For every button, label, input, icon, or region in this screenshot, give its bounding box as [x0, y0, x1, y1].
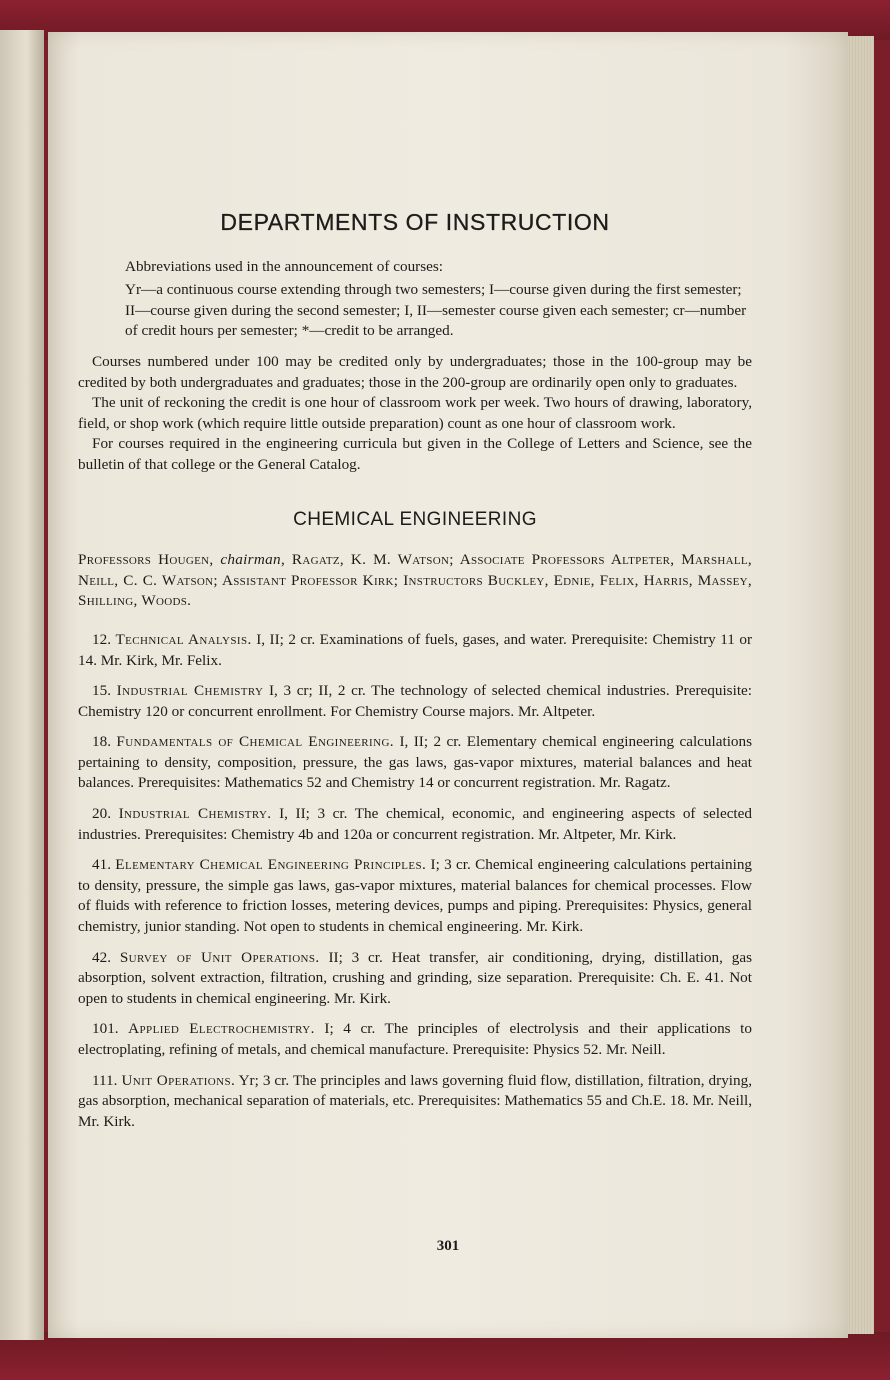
course-title: Applied Electrochemistry. [128, 1020, 315, 1038]
course-title: Unit Operations. [121, 1071, 236, 1089]
course-description: I, 3 cr; II, 2 cr. The technology of selected chemical industries. Prerequisite: Chemistry 120 or concurrent enrollment. For Chemistry Course majors. Mr. Altpeter. [78, 682, 752, 720]
course-description: II; 3 cr. Heat transfer, air conditioning, drying, distillation, gas absorption, solvent extraction, filtration, crushing and grinding, size separation. Prerequisite: Ch. E. 41. Not open to students in chemical engineering. Mr. Kirk. [78, 948, 752, 1007]
abbreviations-block [78, 257, 752, 342]
paragraph-required-courses: For courses required in the engineering curricula but given in the College of Letters and Science, see the bulletin of that college or the General Catalog. [78, 435, 752, 473]
paragraph-credit-unit: The unit of reckoning the credit is one hour of classroom work per week. Two hours of drawing, laboratory, field, or shop work (which require little outside preparation) count as one hour of classroom work. [78, 394, 752, 432]
page-stack-edge [848, 36, 874, 1334]
faculty-pre: Professors Hougen, [78, 551, 221, 569]
course-number: 15. [92, 682, 111, 700]
course-description: I, II; 2 cr. Elementary chemical engineering calculations pertaining to density, composition, pressure, the gas laws, gas-vapor mixtures, material balances and heat balances. Prerequisites: Mathematics 52 and Chemistry 14 or concurrent registration. Mr. Ragatz. [78, 733, 753, 792]
book-cover-bottom [0, 1332, 890, 1380]
course-title: Industrial Chemistry [116, 682, 264, 700]
page-content [78, 209, 753, 1142]
course-title: Industrial Chemistry. [118, 805, 272, 823]
course-number: 20. [92, 805, 111, 823]
course-entry [78, 804, 752, 845]
course-entry [78, 1071, 752, 1133]
course-entry [78, 630, 752, 671]
faculty-chair: chairman [220, 551, 281, 569]
paragraph-course-numbering: Courses numbered under 100 may be credited only by undergraduates; those in the 100-group may be credited by both undergraduates and graduates; those in the 200-group are ordinarily open only to graduates. [78, 352, 752, 391]
course-entry [78, 948, 752, 1010]
course-title: Elementary Chemical Engineering Principles. [115, 856, 427, 874]
course-entry [78, 681, 752, 722]
faculty-post: , Ragatz, K. M. Watson; Associate Professors Altpeter, Marshall, Neill, C. C. Watson; Assistant Professor Kirk; Instructors Buckley, Ednie, Felix, Harris, Massey, Shilling, Woods. [78, 551, 752, 610]
course-entry [78, 732, 752, 794]
department-heading: CHEMICAL ENGINEERING [293, 508, 537, 530]
course-description: I; 3 cr. Chemical engineering calculations pertaining to density, pressure, the simple gas laws, gas-vapor mixtures, material balances for chemical processes. Flow of fluids with reference to friction losses, metering devices, pumps and piping. Prerequisites: Physics, general chemistry, junior standing. Not open to students in chemical engineering. Mr. Kirk. [78, 856, 753, 936]
main-heading: DEPARTMENTS OF INSTRUCTION [220, 209, 610, 235]
page-number: 301 [436, 1238, 460, 1254]
course-number: 12. [92, 630, 111, 648]
abbreviations-text: Yr—a continuous course extending through two semesters; I—course given during the first semester; II—course given during the second semester; I, II—semester course given each semester; cr—number of credit hours per semester; *—credit to be arranged. [125, 281, 747, 340]
course-description: I; 4 cr. The principles of electrolysis and their applications to electroplating, refining of metals, and chemical manufacture. Prerequisite: Physics 52. Mr. Neill. [78, 1020, 752, 1058]
course-title: Survey of Unit Operations. [119, 948, 320, 966]
course-number: 41. [92, 856, 111, 874]
course-entry [78, 1019, 752, 1060]
course-number: 18. [92, 733, 111, 751]
course-description: Yr; 3 cr. The principles and laws governing fluid flow, distillation, filtration, drying, gas absorption, mechanical separation of materials, etc. Prerequisites: Mathematics 55 and Ch.E. 18. Mr. Neill, Mr. Kirk. [78, 1071, 753, 1130]
course-number: 42. [92, 948, 111, 966]
course-title: Fundamentals of Chemical Engineering. [116, 733, 394, 751]
course-description: I, II; 3 cr. The chemical, economic, and engineering aspects of selected industries. Prerequisites: Chemistry 4b and 120a or concurrent registration. Mr. Altpeter, Mr. Kirk. [78, 805, 752, 843]
course-number: 111. [92, 1071, 118, 1089]
course-description: I, II; 2 cr. Examinations of fuels, gases, and water. Prerequisite: Chemistry 11 or 14. Mr. Kirk, Mr. Felix. [78, 630, 753, 669]
abbreviations-intro: Abbreviations used in the announcement of courses: [125, 257, 444, 275]
faculty-list [78, 550, 752, 612]
course-entry [78, 855, 752, 937]
course-number: 101. [92, 1020, 119, 1038]
course-title: Technical Analysis. [115, 630, 252, 648]
facing-page-edge [0, 30, 44, 1340]
